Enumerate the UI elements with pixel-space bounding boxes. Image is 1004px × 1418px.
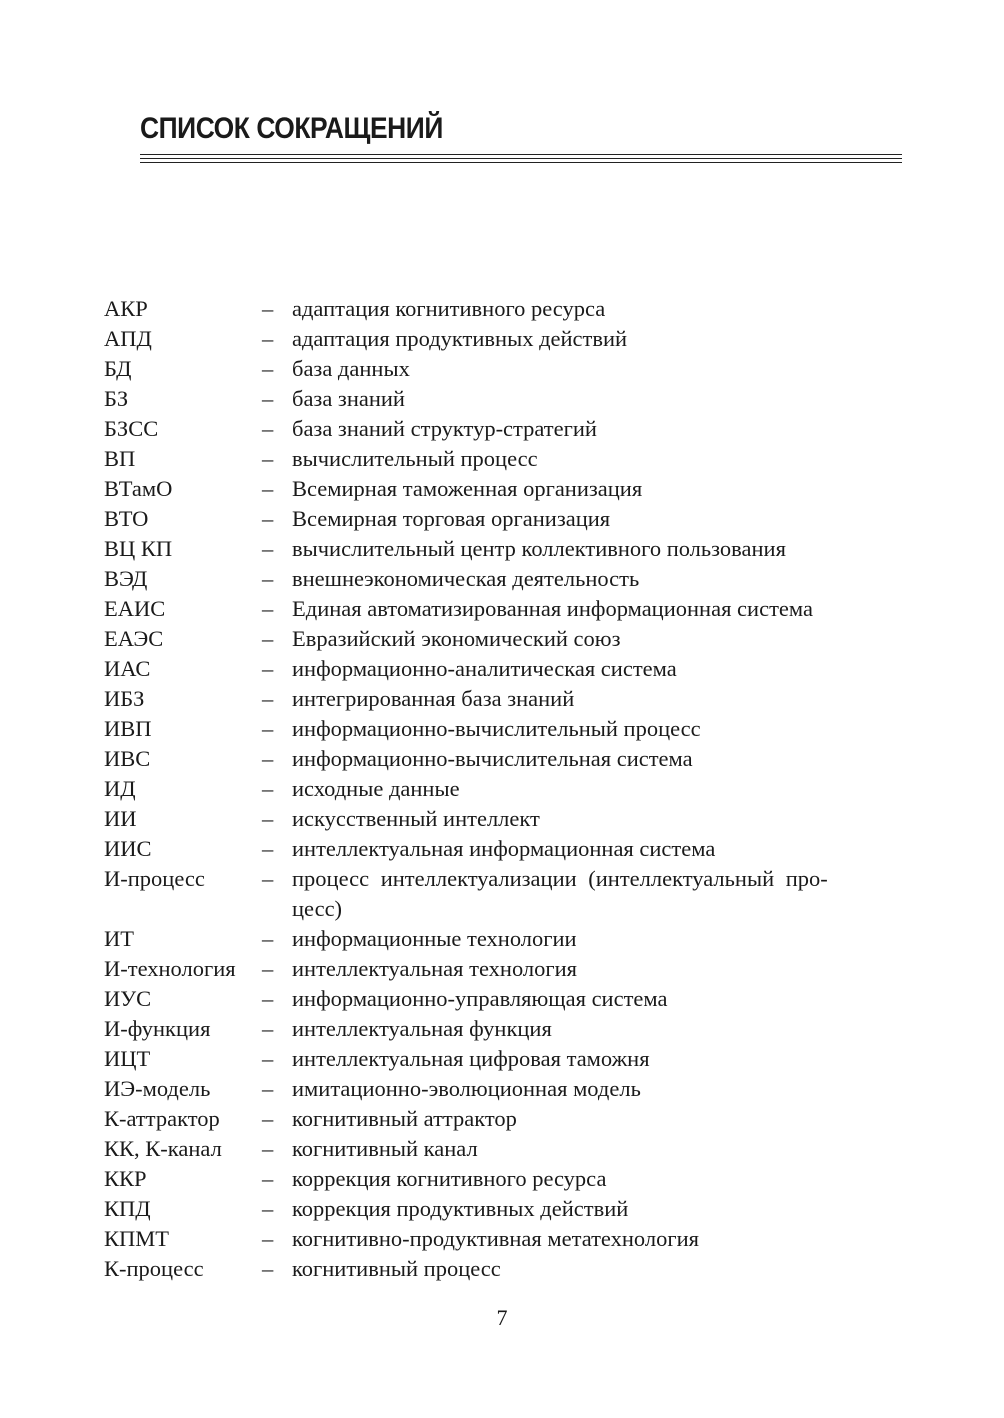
abbreviation-dash: – (262, 296, 274, 321)
abbreviation-row (104, 744, 902, 774)
abbreviation-definition: коррекция когнитивного ресурса (292, 1166, 607, 1191)
abbreviation-list (104, 294, 902, 1284)
abbreviation-dash: – (262, 926, 274, 951)
abbreviation-term: ИИС (104, 836, 152, 861)
abbreviation-definition: Всемирная таможенная организация (292, 476, 643, 501)
abbreviation-dash: – (262, 1076, 274, 1101)
abbreviation-term: КК, К-канал (104, 1136, 222, 1161)
abbreviation-term: ИУС (104, 986, 152, 1011)
abbreviation-row (104, 684, 902, 714)
abbreviation-definition: когнитивный аттрактор (292, 1106, 517, 1131)
abbreviation-dash: – (262, 446, 274, 471)
abbreviation-dash: – (262, 656, 274, 681)
abbreviation-definition: информационно-аналитическая система (292, 656, 677, 681)
abbreviation-row (104, 1104, 902, 1134)
abbreviation-row (104, 1194, 902, 1224)
abbreviation-definition: когнитивный процесс (292, 1256, 501, 1281)
abbreviation-definition: исходные данные (292, 776, 460, 801)
title-rule-top (140, 154, 902, 155)
abbreviation-row (104, 1164, 902, 1194)
abbreviation-dash: – (262, 776, 274, 801)
abbreviation-definition: интеллектуальная технология (292, 956, 578, 981)
abbreviation-row (104, 654, 902, 684)
abbreviation-dash: – (262, 1106, 274, 1131)
abbreviation-dash: – (262, 386, 274, 411)
abbreviation-row (104, 564, 902, 594)
abbreviation-dash: – (262, 746, 274, 771)
abbreviation-definition: адаптация когнитивного ресурса (292, 296, 606, 321)
abbreviation-term: ИБЗ (104, 686, 145, 711)
abbreviation-dash: – (262, 1136, 274, 1161)
abbreviation-term: ККР (104, 1166, 147, 1191)
abbreviation-term: И-технология (104, 956, 236, 981)
abbreviation-dash: – (262, 1166, 274, 1191)
abbreviation-row (104, 1044, 902, 1074)
abbreviation-dash: – (262, 1016, 274, 1041)
abbreviation-row (104, 624, 902, 654)
abbreviation-definition: интеллектуальная информационная система (292, 836, 716, 861)
abbreviation-term: ИТ (104, 926, 134, 951)
abbreviation-dash: – (262, 1226, 274, 1251)
abbreviation-term: И-функция (104, 1016, 211, 1041)
abbreviation-term: ИЦТ (104, 1046, 151, 1071)
abbreviation-definition: информационно-вычислительная система (292, 746, 693, 771)
abbreviation-dash: – (262, 626, 274, 651)
abbreviation-row (104, 1254, 902, 1284)
abbreviation-term: ИАС (104, 656, 151, 681)
abbreviation-row (104, 924, 902, 954)
abbreviation-dash: – (262, 806, 274, 831)
abbreviation-term: К-аттрактор (104, 1106, 220, 1131)
abbreviation-row (104, 1134, 902, 1164)
abbreviation-dash: – (262, 836, 274, 861)
abbreviation-definition: когнитивно-продуктивная метатехнология (292, 1226, 699, 1251)
abbreviation-row (104, 534, 902, 564)
abbreviation-definition: база знаний (292, 386, 405, 411)
abbreviation-term: К-процесс (104, 1256, 204, 1281)
abbreviation-dash: – (262, 956, 274, 981)
abbreviation-term: АКР (104, 296, 148, 321)
abbreviation-dash: – (262, 1256, 274, 1281)
abbreviation-term: АПД (104, 326, 152, 351)
abbreviation-term: ВЭД (104, 566, 148, 591)
abbreviation-term: ИВП (104, 716, 152, 741)
abbreviation-definition: интегрированная база знаний (292, 686, 575, 711)
abbreviation-row (104, 504, 902, 534)
abbreviation-term: ВЦ КП (104, 536, 173, 561)
abbreviation-row (104, 354, 902, 384)
abbreviation-definition: интеллектуальная функция (292, 1016, 552, 1041)
abbreviation-definition: внешнеэкономическая деятельность (292, 566, 640, 591)
abbreviation-row (104, 444, 902, 474)
abbreviation-row (104, 474, 902, 504)
abbreviation-row (104, 834, 902, 864)
abbreviation-dash: – (262, 866, 274, 891)
abbreviation-row (104, 384, 902, 414)
abbreviation-term: ЕАИС (104, 596, 166, 621)
abbreviation-dash: – (262, 566, 274, 591)
abbreviation-definition: Всемирная торговая организация (292, 506, 611, 531)
abbreviation-row (104, 714, 902, 744)
abbreviation-dash: – (262, 476, 274, 501)
title-rule-middle (140, 158, 902, 159)
abbreviation-term: БЗ (104, 386, 129, 411)
abbreviation-row (104, 864, 902, 924)
abbreviation-definition: имитационно-эволюционная модель (292, 1076, 641, 1101)
abbreviation-definition: вычислительный процесс (292, 446, 538, 471)
abbreviation-definition: информационно-вычислительный процесс (292, 716, 701, 741)
abbreviation-row (104, 984, 902, 1014)
abbreviation-dash: – (262, 716, 274, 741)
abbreviation-row (104, 1014, 902, 1044)
abbreviation-dash: – (262, 506, 274, 531)
abbreviation-row (104, 774, 902, 804)
abbreviation-row (104, 324, 902, 354)
abbreviation-row (104, 414, 902, 444)
abbreviation-definition: информационные технологии (292, 926, 577, 951)
abbreviation-dash: – (262, 986, 274, 1011)
abbreviation-definition: Единая автоматизированная информационная система (292, 596, 813, 621)
abbreviation-definition: база знаний структур-стратегий (292, 416, 597, 441)
abbreviation-term: И-процесс (104, 866, 205, 891)
abbreviation-term: ЕАЭС (104, 626, 164, 651)
abbreviation-term: ВТамО (104, 476, 173, 501)
abbreviation-definition: процесс интеллектуализации (интеллектуальный про- цесс) (292, 866, 828, 921)
abbreviation-definition: искусственный интеллект (292, 806, 540, 831)
abbreviation-row (104, 1224, 902, 1254)
abbreviation-term: КПД (104, 1196, 151, 1221)
abbreviation-row (104, 294, 902, 324)
abbreviation-dash: – (262, 326, 274, 351)
abbreviation-term: ИИ (104, 806, 137, 831)
abbreviation-row (104, 1074, 902, 1104)
abbreviation-term: БД (104, 356, 132, 381)
abbreviation-definition: Евразийский экономический союз (292, 626, 621, 651)
title-rule-bottom (140, 162, 902, 163)
page-title: СПИСОК СОКРАЩЕНИЙ (140, 112, 443, 145)
abbreviation-dash: – (262, 536, 274, 561)
abbreviation-row (104, 954, 902, 984)
abbreviation-definition: вычислительный центр коллективного пользования (292, 536, 786, 561)
abbreviation-definition: когнитивный канал (292, 1136, 478, 1161)
abbreviation-term: ИЭ-модель (104, 1076, 211, 1101)
abbreviation-dash: – (262, 356, 274, 381)
abbreviation-definition: интеллектуальная цифровая таможня (292, 1046, 650, 1071)
abbreviation-definition: адаптация продуктивных действий (292, 326, 628, 351)
abbreviation-dash: – (262, 686, 274, 711)
abbreviation-term: ИВС (104, 746, 151, 771)
abbreviation-dash: – (262, 1046, 274, 1071)
abbreviation-term: ВТО (104, 506, 149, 531)
abbreviation-term: КПМТ (104, 1226, 170, 1251)
abbreviation-term: ИД (104, 776, 136, 801)
abbreviation-definition: база данных (292, 356, 410, 381)
abbreviation-definition: информационно-управляющая система (292, 986, 668, 1011)
abbreviation-term: ВП (104, 446, 136, 471)
abbreviation-dash: – (262, 596, 274, 621)
abbreviation-dash: – (262, 1196, 274, 1221)
abbreviation-row (104, 804, 902, 834)
abbreviation-dash: – (262, 416, 274, 441)
abbreviation-term: БЗСС (104, 416, 159, 441)
abbreviation-definition: коррекция продуктивных действий (292, 1196, 629, 1221)
abbreviation-row (104, 594, 902, 624)
page-number: 7 (496, 1305, 508, 1330)
